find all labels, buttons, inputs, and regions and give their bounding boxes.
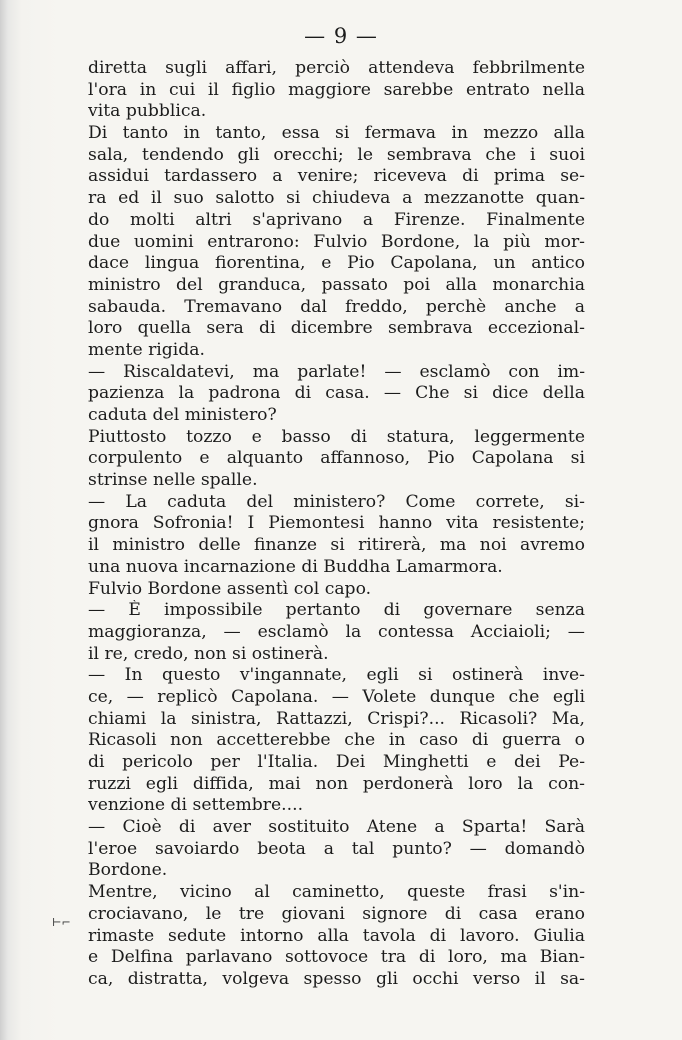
text-line: Fulvio Bordone assentì col capo. [88,578,372,599]
text-line: ce, — replicò Capolana. — Volete dunque che egli [88,686,585,707]
text-line: — Riscaldatevi, ma parlate! — esclamò con im- [88,361,585,382]
text-line: e Delfina parlavano sottovoce tra di loro, ma Bian- [88,947,585,968]
text-line: di pericolo per l'Italia. Dei Minghetti e dei Pe- [88,752,585,772]
text-line: ministro del granduca, passato poi alla monarchia [88,274,585,295]
text-line: l'eroe savoiardo beota a tal punto? — domandò [88,838,585,859]
text-line: l'ora in cui il figlio maggiore sarebbe entrato nella [88,79,585,100]
text-line: mente rigida. [88,339,206,360]
text-line: Piuttosto tozzo e basso di statura, leggermente [88,426,585,447]
page-number: — 9 — [304,24,378,48]
text-line: ca, distratta, volgeva spesso gli occhi verso il sa- [88,968,585,989]
text-line: loro quella sera di dicembre sembrava eccezional- [88,318,585,339]
text-line: chiami la sinistra, Rattazzi, Crispi?... Ricasoli? Ma, [88,708,585,729]
text-line: — La caduta del ministero? Come correte, si- [88,491,585,512]
text-line: do molti altri s'aprivano a Firenze. Finalmente [88,209,585,230]
text-line: una nuova incarnazione di Buddha Lamarmora. [88,556,503,577]
text-line: venzione di settembre.... [88,795,304,816]
text-line: — È impossibile pertanto di governare senza [88,600,585,621]
text-line: il ministro delle finanze si ritirerà, ma noi avremo [88,535,585,556]
text-line: pazienza la padrona di casa. — Che si dice della [88,383,585,404]
text-line: — Cioè di aver sostituito Atene a Sparta! Sarà [88,817,585,838]
text-line: — In questo v'ingannate, egli si ostinerà inve- [88,665,585,686]
text-line: caduta del ministero? [88,405,277,425]
text-line: sabauda. Tremavano dal freddo, perchè anche a [88,296,585,317]
text-line: vita pubblica. [88,101,207,122]
text-line: gnora Sofronia! I Piemontesi hanno vita resistente; [88,513,585,534]
text-line: il re, credo, non si ostinerà. [88,643,329,664]
margin-mark: ⊢⌐ [52,916,71,929]
text-line: diretta sugli affari, perciò attendeva febbrilmente [88,58,585,78]
text-line: crociavano, le tre giovani signore di casa erano [88,903,585,924]
text-line: corpulento e alquanto affannoso, Pio Capolana si [88,448,585,469]
text-line: Ricasoli non accetterebbe che in caso di guerra o [88,730,585,751]
text-line: sala, tendendo gli orecchi; le sembrava che i suoi [88,144,585,165]
text-line: strinse nelle spalle. [88,470,258,491]
text-line: dace lingua fiorentina, e Pio Capolana, un antico [88,253,585,274]
text-line: maggioranza, — esclamò la contessa Acciaioli; — [88,621,585,642]
text-line: due uomini entrarono: Fulvio Bordone, la più mor- [88,231,585,252]
text-line: ruzzi egli diffida, mai non perdonerà loro la con- [88,773,585,794]
text-line: Di tanto in tanto, essa si fermava in mezzo alla [88,123,585,144]
text-line: ra ed il suo salotto si chiudeva a mezzanotte quan- [88,188,585,209]
text-line: Mentre, vicino al caminetto, queste frasi s'in- [88,882,585,903]
text-line: assidui tardassero a venire; riceveva di prima se- [88,166,585,187]
text-line: Bordone. [88,860,168,881]
body-text [88,58,585,991]
text-line: rimaste sedute intorno alla tavola di lavoro. Giulia [88,925,585,946]
